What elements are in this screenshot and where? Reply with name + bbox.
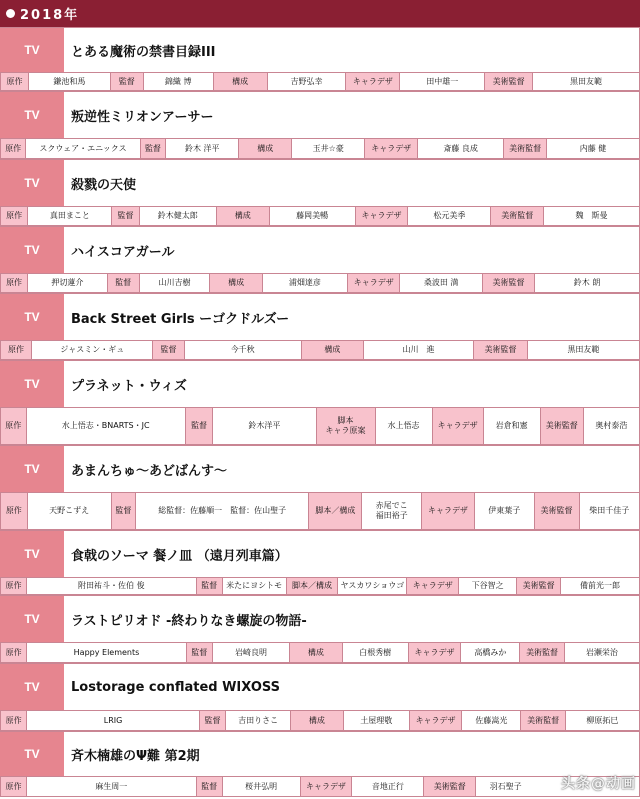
staff-role-label: 監督	[111, 207, 138, 225]
staff-name: 吉野弘幸	[267, 73, 346, 90]
staff-name: 鈴木健太郎	[139, 207, 216, 225]
staff-row	[0, 577, 640, 595]
staff-name: 水上悟志・BNARTS・JC	[26, 408, 185, 444]
staff-name: 鎌池和馬	[28, 73, 110, 90]
staff-role-label: キャラデザ	[421, 493, 474, 529]
staff-name: 赤尾でこ 福田裕子	[361, 493, 420, 529]
staff-name: 藤岡美暢	[269, 207, 355, 225]
anime-entry	[0, 27, 640, 91]
anime-entry	[0, 530, 640, 595]
staff-role-label: 原作	[0, 777, 26, 796]
staff-name: 佐藤嵩光	[461, 711, 520, 730]
staff-role-label: 監督	[185, 408, 213, 444]
staff-name: 岩崎良明	[212, 643, 289, 662]
staff-role-label: 脚本／構成	[308, 493, 361, 529]
anime-title: Lostorage conflated WIXOSS	[71, 679, 281, 695]
staff-name: 斎藤 良成	[417, 139, 503, 158]
staff-role-label: キャラデザ	[364, 139, 417, 158]
media-type-badge: TV	[0, 531, 64, 577]
staff-name: 押切蓮介	[27, 274, 107, 292]
staff-role-label: 脚本 キャラ原案	[316, 408, 375, 444]
title-row	[0, 361, 640, 407]
anime-entry	[0, 445, 640, 530]
staff-role-label: 原作	[0, 73, 28, 90]
anime-list	[0, 27, 640, 797]
staff-role-label: 原作	[0, 207, 27, 225]
staff-role-label: 原作	[0, 341, 31, 359]
staff-role-label: 原作	[0, 643, 26, 662]
media-type-badge: TV	[0, 446, 64, 492]
staff-name: 奥村泰浩	[583, 408, 639, 444]
title-row	[0, 664, 640, 710]
staff-name: ジャスミン・ギュ	[31, 341, 152, 359]
staff-name: 吉田りさこ	[225, 711, 290, 730]
staff-row	[0, 407, 640, 445]
year-header	[0, 0, 640, 27]
media-type-badge: TV	[0, 596, 64, 642]
staff-role-label: 原作	[0, 274, 27, 292]
staff-row	[0, 206, 640, 226]
staff-role-label: 原作	[0, 139, 25, 158]
staff-name: 浦畑達彦	[262, 274, 347, 292]
staff-role-label: キャラデザ	[406, 578, 458, 594]
staff-name: 内藤 健	[546, 139, 639, 158]
staff-name: 天野こずえ	[27, 493, 111, 529]
staff-name: 備前光一郎	[560, 578, 639, 594]
staff-name: 松元美季	[407, 207, 490, 225]
title-row	[0, 227, 640, 273]
anime-title: 殺戮の天使	[71, 177, 137, 193]
staff-role-label: 構成	[216, 207, 269, 225]
staff-role-label: 美術監督	[520, 711, 565, 730]
anime-title: 斉木楠雄のΨ難 第2期	[71, 748, 200, 764]
staff-name: 玉井☆豪	[291, 139, 364, 158]
staff-name: 桑波田 満	[399, 274, 481, 292]
staff-name: 音地正行	[351, 777, 423, 796]
staff-name: 黒田友範	[532, 73, 639, 90]
staff-name: 水上悟志	[375, 408, 432, 444]
staff-role-label: 美術監督	[490, 207, 543, 225]
anime-title: あまんちゅ～あどばんす～	[71, 463, 228, 479]
staff-name: スクウェア・エニックス	[25, 139, 139, 158]
staff-name: 今千秋	[184, 341, 301, 359]
staff-role-label: キャラデザ	[432, 408, 483, 444]
staff-role-label: 原作	[0, 711, 26, 730]
anime-entry	[0, 91, 640, 159]
staff-role-label: 原作	[0, 493, 27, 529]
staff-row	[0, 492, 640, 530]
staff-name: 白根秀樹	[342, 643, 408, 662]
anime-entry	[0, 595, 640, 663]
media-type-badge: TV	[0, 732, 64, 776]
staff-name: 錦織 博	[143, 73, 213, 90]
staff-role-label: 美術監督	[503, 139, 546, 158]
title-row	[0, 92, 640, 138]
staff-role-label: キャラデザ	[300, 777, 352, 796]
staff-name: 鈴木 洋平	[165, 139, 238, 158]
staff-row	[0, 138, 640, 159]
anime-entry	[0, 663, 640, 731]
staff-role-label: 脚本／構成	[286, 578, 338, 594]
anime-title: Back Street Girls ーゴクドルズー	[71, 311, 290, 327]
anime-title: ラストピリオド -終わりなき螺旋の物語-	[71, 613, 307, 629]
staff-role-label: 原作	[0, 578, 26, 594]
title-row	[0, 160, 640, 206]
anime-entry	[0, 226, 640, 293]
staff-name: LRIG	[26, 711, 198, 730]
staff-role-label: 美術監督	[473, 341, 527, 359]
staff-name: 柴田千佳子	[579, 493, 639, 529]
staff-name: 岩瀬栄治	[564, 643, 639, 662]
staff-name: 鈴木洋平	[212, 408, 315, 444]
anime-entry	[0, 731, 640, 797]
staff-name: 総監督：佐藤順一 監督：佐山聖子	[135, 493, 308, 529]
staff-name: 米たにヨシトモ	[222, 578, 286, 594]
staff-role-label: 原作	[0, 408, 26, 444]
media-type-badge: TV	[0, 160, 64, 206]
staff-role-label: 監督	[196, 777, 222, 796]
staff-role-label: キャラデザ	[409, 711, 462, 730]
staff-row	[0, 340, 640, 360]
staff-role-label: 監督	[196, 578, 222, 594]
title-row	[0, 446, 640, 492]
staff-name: 附田祐斗・佐伯 俊	[26, 578, 196, 594]
staff-name: 下谷智之	[458, 578, 516, 594]
staff-name: 魏 斯曼	[543, 207, 639, 225]
staff-role-label: 構成	[289, 643, 342, 662]
staff-role-label: 監督	[199, 711, 225, 730]
staff-name: 田中雄一	[399, 73, 484, 90]
staff-role-label: 構成	[209, 274, 261, 292]
anime-entry	[0, 293, 640, 360]
staff-role-label: 構成	[238, 139, 291, 158]
staff-row	[0, 642, 640, 663]
title-row	[0, 28, 640, 72]
media-type-badge: TV	[0, 664, 64, 710]
title-row	[0, 294, 640, 340]
watermark: 头条@动画	[561, 776, 636, 792]
staff-role-label: 構成	[301, 341, 363, 359]
staff-name: Happy Elements	[26, 643, 185, 662]
staff-row	[0, 72, 640, 91]
title-row	[0, 596, 640, 642]
staff-role-label: キャラデザ	[345, 73, 399, 90]
staff-role-label: 美術監督	[482, 274, 534, 292]
media-type-badge: TV	[0, 28, 64, 72]
staff-name: 羽石聖子	[475, 777, 535, 796]
staff-role-label: 美術監督	[516, 578, 560, 594]
staff-name: 土屋理敬	[343, 711, 409, 730]
staff-name: ヤスカワショウゴ	[337, 578, 406, 594]
staff-role-label: 監督	[110, 73, 143, 90]
staff-role-label: 監督	[107, 274, 139, 292]
staff-role-label: キャラデザ	[347, 274, 399, 292]
staff-name: 山川吉樹	[139, 274, 210, 292]
title-row	[0, 531, 640, 577]
staff-row	[0, 710, 640, 731]
media-type-badge: TV	[0, 92, 64, 138]
anime-title: 食戟のソーマ 餐ノ皿 （遠月列車篇）	[71, 548, 288, 564]
staff-role-label: 構成	[290, 711, 343, 730]
staff-role-label: キャラデザ	[408, 643, 461, 662]
staff-name: 柳原拓巳	[565, 711, 639, 730]
staff-name: 高橋みか	[460, 643, 519, 662]
anime-title: とある魔術の禁書目録III	[71, 44, 216, 60]
staff-name: 山川 進	[363, 341, 473, 359]
staff-name: 麻生周一	[26, 777, 196, 796]
staff-role-label: 美術監督	[540, 408, 583, 444]
anime-title: プラネット・ウィズ	[71, 378, 187, 394]
anime-title: 叛逆性ミリオンアーサー	[71, 109, 214, 125]
staff-name: 伊東葉子	[474, 493, 533, 529]
staff-name: 岩倉和憲	[483, 408, 540, 444]
media-type-badge: TV	[0, 294, 64, 340]
staff-name: 真田まこと	[27, 207, 111, 225]
staff-role-label: 美術監督	[484, 73, 532, 90]
staff-row	[0, 273, 640, 293]
title-row	[0, 732, 640, 776]
media-type-badge: TV	[0, 361, 64, 407]
anime-entry	[0, 159, 640, 226]
staff-role-label: 構成	[213, 73, 267, 90]
staff-role-label: 美術監督	[519, 643, 564, 662]
staff-role-label: 美術監督	[534, 493, 579, 529]
anime-title: ハイスコアガール	[71, 244, 175, 260]
staff-role-label: 監督	[140, 139, 165, 158]
staff-role-label: 監督	[186, 643, 212, 662]
staff-role-label: 監督	[152, 341, 183, 359]
staff-role-label: キャラデザ	[355, 207, 408, 225]
staff-name: 鈴木 朗	[534, 274, 639, 292]
staff-row	[0, 776, 640, 797]
year-label: 2018年	[20, 8, 80, 23]
staff-name: 桜井弘明	[222, 777, 300, 796]
media-type-badge: TV	[0, 227, 64, 273]
staff-role-label: 美術監督	[423, 777, 475, 796]
staff-name: 黒田友範	[527, 341, 639, 359]
staff-role-label: 監督	[111, 493, 136, 529]
bullet-icon	[6, 9, 15, 18]
anime-entry	[0, 360, 640, 445]
